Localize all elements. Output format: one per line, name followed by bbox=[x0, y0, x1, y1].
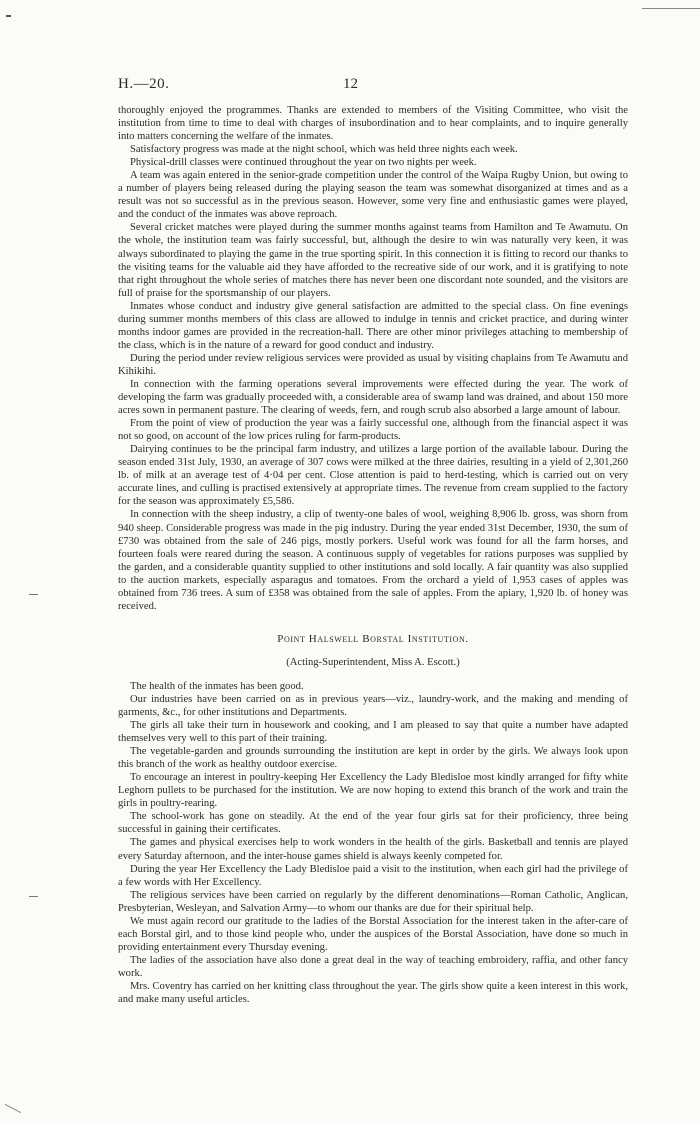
body-paragraph: The games and physical exercises help to work wonders in the health of the girls. Basketball and tennis are played every Saturday afternoon, and the inter-house games shield is always keenly competed for. bbox=[118, 837, 628, 862]
body-paragraph: Dairying continues to be the principal farm industry, and utilizes a large portion of the available labour. During the season ended 31st July, 1930, an average of 307 cows were milked at the three dairies, resulting in a yield of 2,301,260 lb. of milk at an average test of 4·04 per cent. Close attention is paid to herd-testing, which is carried out on very accurate lines, and culling is practised extensively at appropriate times. The revenue from cream supplied to the factory for the season was approximately £5,586. bbox=[118, 444, 628, 508]
body-paragraph: The girls all take their turn in housework and cooking, and I am pleased to say that quite a number have adapted themselves very well to this part of their training. bbox=[118, 720, 628, 745]
body-paragraph: During the period under review religious services were provided as usual by visiting chaplains from Te Awamutu and Kihikihi. bbox=[118, 352, 628, 377]
body-paragraph: During the year Her Excellency the Lady Bledisloe paid a visit to the institution, when each girl had the privilege of a few words with Her Excellency. bbox=[118, 863, 628, 888]
body-paragraph: We must again record our gratitude to the ladies of the Borstal Association for the interest taken in the after-care of each Borstal girl, and to those kind people who, under the auspices of the Borstal Association, have done so much in providing entertainment every Thursday evening. bbox=[118, 915, 628, 953]
body-paragraph: Satisfactory progress was made at the night school, which was held three nights each week. bbox=[130, 144, 518, 156]
page-header bbox=[118, 76, 628, 96]
body-paragraph: thoroughly enjoyed the programmes. Thanks are extended to members of the Visiting Committee, who visit the institution from time to time to deal with charges of insubordination and to hear complaints, and to inquire generally into matters concerning the welfare of the inmates. bbox=[118, 105, 628, 143]
body-paragraph: Inmates whose conduct and industry give general satisfaction are admitted to the special class. On fine evenings during summer months members of this class are allowed to indulge in tennis and cricket practice, and during winter months indoor games are provided in the recreation-hall. There are other minor privileges attaching to membership of the class, which is in the nature of a reward for good conduct and industry. bbox=[118, 300, 628, 351]
body-paragraph: The religious services have been carried on regularly by the different denominations—Roman Catholic, Anglican, Presbyterian, Wesleyan, and Salvation Army—to whom our thanks are due for their spiritual help. bbox=[118, 889, 628, 914]
body-paragraph: Physical-drill classes were continued throughout the year on two nights per week. bbox=[130, 157, 477, 169]
page-number: 12 bbox=[343, 76, 358, 92]
document-reference: H.—20. bbox=[118, 76, 170, 92]
body-paragraph: In connection with the sheep industry, a clip of twenty-one bales of wool, weighing 8,906 lb. gross, was shorn from 940 sheep. Considerable progress was made in the pig industry. During the year ended 31st December, 1930, the sum of £730 was obtained from the sale of 246 pigs, mostly porkers. Useful work was found for all the farm horses, and fourteen foals were reared during the season. A continuous supply of vegetables for rations purposes was supplied by the garden, and a considerable quantity supplied to other institutions and sold locally. A fair quantity was also supplied to the auction markets, especially asparagus and tomatoes. From the orchard a yield of 1,953 cases of apples was obtained from 736 trees. A sum of £358 was obtained from the sale of apples. From the apiary, 1,920 lb. of honey was received. bbox=[118, 509, 628, 612]
body-paragraph: From the point of view of production the year was a fairly successful one, although from the financial aspect it was not so good, on account of the low prices ruling for farm-products. bbox=[118, 418, 628, 443]
margin-dash-mark bbox=[29, 896, 38, 897]
body-paragraph: Several cricket matches were played during the summer months against teams from Hamilton and Te Awamutu. On the whole, the institution team was fairly successful, but, although the desire to win was naturally very keen, it was always subordinated to playing the game in the true sporting spirit. In this connection it is fitting to record our thanks to the visiting teams for the valuable aid they have afforded to the recreative side of our work, and it is gratifying to note that right throughout the whole series of matches there has never been one discordant note sounded, and the visitors are full of praise for the sportsmanship of our players. bbox=[118, 222, 628, 299]
body-paragraph: The ladies of the association have also done a great deal in the way of teaching embroidery, raffia, and other fancy work. bbox=[118, 954, 628, 979]
body-paragraph: Mrs. Coventry has carried on her knitting class throughout the year. The girls show quite a keen interest in this work, and make many useful articles. bbox=[118, 981, 628, 1006]
body-paragraph: The health of the inmates has been good. bbox=[130, 680, 304, 692]
body-paragraph: Our industries have been carried on as in previous years—viz., laundry-work, and the making and mending of garments, &c., for other institutions and Departments. bbox=[118, 693, 628, 719]
margin-dash-mark bbox=[29, 594, 38, 595]
scan-rule-top-right bbox=[642, 8, 700, 9]
section-title: Point Halswell Borstal Institution. bbox=[277, 632, 469, 645]
page-body bbox=[118, 104, 628, 1006]
body-paragraph: A team was again entered in the senior-grade competition under the control of the Waipa Rugby Union, but owing to a number of players being released during the playing season the team was somewhat disorganized at times and as a result was not so successful as in the previous season. However, some very fine and enthusiastic games were played, and the conduct of the inmates was above reproach. bbox=[118, 170, 628, 221]
scan-mark-bottom-left bbox=[5, 1104, 21, 1113]
scan-mark-top-left bbox=[6, 15, 11, 17]
body-paragraph: The school-work has gone on steadily. At the end of the year four girls sat for their proficiency, three being successful in gaining their certificates. bbox=[118, 811, 628, 836]
body-paragraph: In connection with the farming operations several improvements were effected during the year. The work of developing the farm was gradually proceeded with, a considerable area of swamp land was drained, and about 150 more acres sown in permanent pasture. The clearing of weeds, fern, and rough scrub also absorbed a large amount of labour. bbox=[118, 378, 628, 417]
section-subtitle: (Acting-Superintendent, Miss A. Escott.) bbox=[286, 656, 460, 668]
body-paragraph: The vegetable-garden and grounds surrounding the institution are kept in order by the girls. We always look upon this branch of the work as healthy outdoor exercise. bbox=[118, 746, 628, 771]
body-paragraph: To encourage an interest in poultry-keeping Her Excellency the Lady Bledisloe most kindly arranged for fifty white Leghorn pullets to be purchased for the institution. We are now hoping to extend this branch of the work and train the girls in poultry-rearing. bbox=[118, 772, 628, 810]
